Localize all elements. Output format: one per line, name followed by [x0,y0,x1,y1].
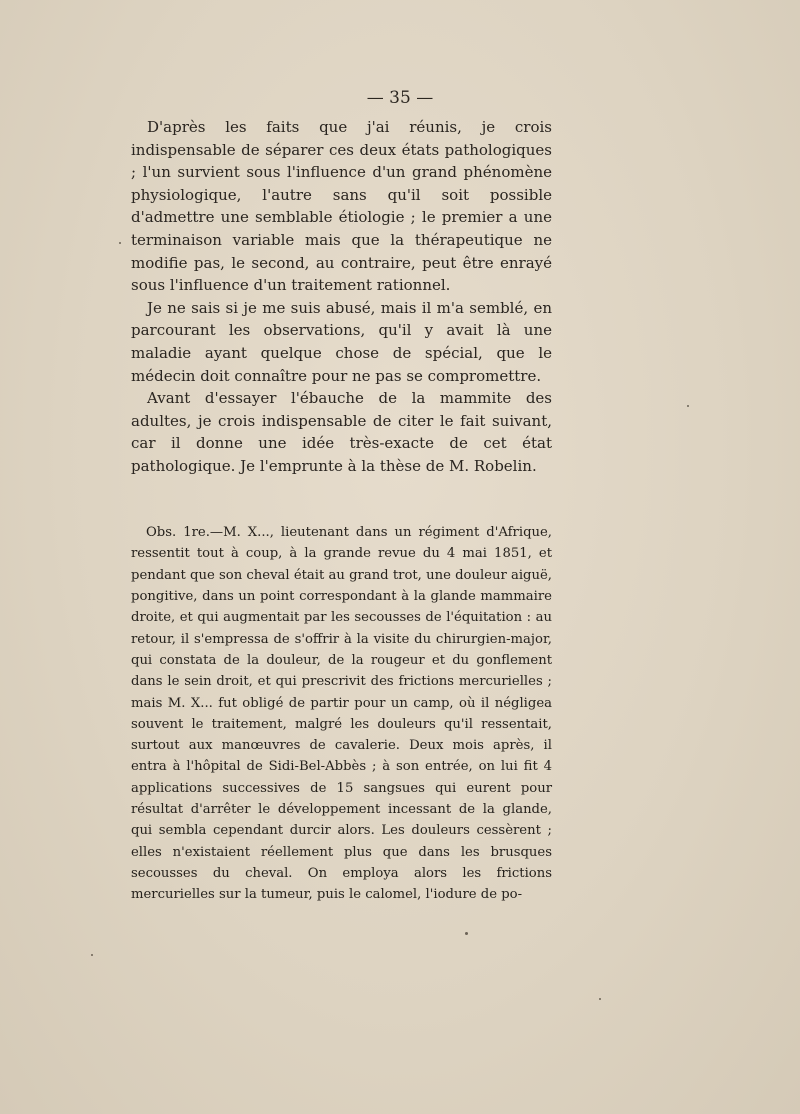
paper-speck [687,405,689,407]
observation-text: Obs. 1re.—M. X..., lieutenant dans un régiment d'Afrique, ressentit tout à coup, à la grande revue du 4 mai 1851, et pendant que son cheval était au grand trot, une douleur aiguë, pongitive, dans un point correspondant à la glande mammaire droite, et qui augmentait par les secousses de l'équitation : au retour, il s'empressa de s'offrir à la visite du chirurgien-major, qui constata de la douleur, de la rougeur et du gonflement dans le sein droit, et qui prescrivit des frictions mercurielles ; mais M. X... fut obligé de partir pour un camp, où il négligea souvent le traitement, malgré les douleurs qu'il ressentait, surtout aux manœuvres de cavalerie. Deux mois après, il entra à l'hôpital de Sidi-Bel-Abbès ; à son entrée, on lui fit 4 applications successives de 15 sangsues qui eurent pour résultat d'arrêter le développement incessant de la glande, qui sembla cependant durcir alors. Les douleurs cessèrent ; elles n'existaient réellement plus que dans les brusques secousses du cheval. On employa alors les frictions mercurielles sur la tumeur, puis le calomel, l'iodure de po- [131,525,552,903]
paper-speck [599,998,601,1000]
paragraph: D'après les faits que j'ai réunis, je crois indispensable de séparer ces deux états pathologiques ; l'un survient sous l'influence d'un grand phénomène physiologique, l'autre sans qu'il soit possible d'admettre une semblable étiologie ; le premier a une terminaison variable mais que la thérapeutique ne modifie pas, le second, au contraire, peut être enrayé sous l'influence d'un traitement rationnel. [131,118,552,295]
main-text [131,116,552,478]
paragraph: Avant d'essayer l'ébauche de la mammite des adultes, je crois indispensable de citer le fait suivant, car il donne une idée très-exacte de cet état pathologique. Je l'emprunte à la thèse de M. Robelin. [131,389,552,475]
paper-speck [465,932,468,935]
page-number: — 35 — [366,88,434,108]
paper-speck [119,242,121,244]
paper-speck [91,954,93,956]
paragraph: Je ne sais si je me suis abusé, mais il m'a semblé, en parcourant les observations, qu'il y avait là une maladie ayant quelque chose de spécial, que le médecin doit connaître pour ne pas se compromettre. [131,298,552,385]
